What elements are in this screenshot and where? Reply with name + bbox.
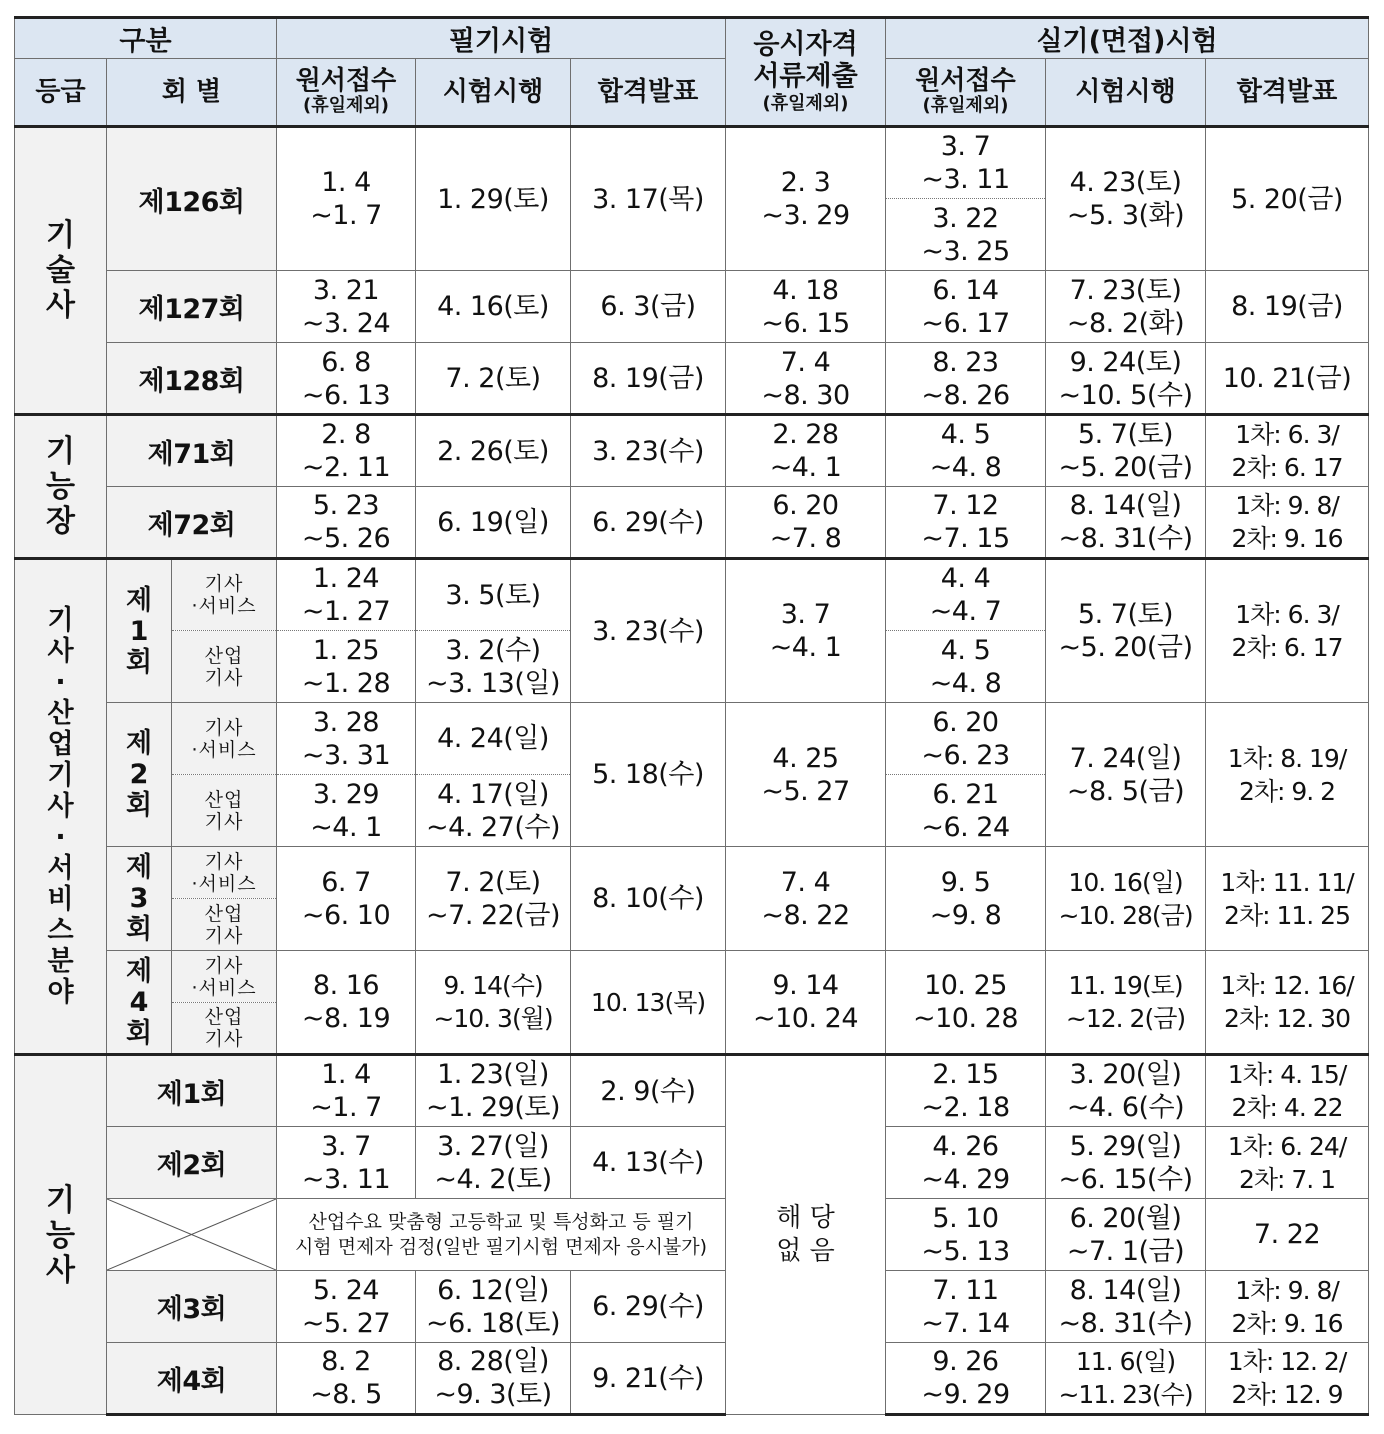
exam-cell: 4. 17(일) ~4. 27(수) — [416, 775, 571, 847]
table-row — [15, 1055, 1369, 1127]
p-exam-cell: 5. 7(토) ~5. 20(금) — [1046, 559, 1206, 703]
table-row — [15, 951, 1369, 1003]
header-written: 필기시험 — [277, 18, 726, 59]
exam-cell: 3. 27(일) ~4. 2(토) — [416, 1127, 571, 1199]
p-result-cell: 1차: 6. 3/ 2차: 6. 17 — [1206, 559, 1369, 703]
result-cell: 3. 17(목) — [571, 127, 726, 271]
qual-cell: 3. 7 ~4. 1 — [726, 559, 886, 703]
header-round: 회 별 — [107, 59, 277, 127]
grade-gisa: 기 사 · 산 업 기 사 · 서 비 스 분 야 — [15, 559, 107, 1055]
table-row — [15, 1271, 1369, 1343]
exam-cell: 1. 29(토) — [416, 127, 571, 271]
p-exam-cell: 9. 24(토) ~10. 5(수) — [1046, 343, 1206, 415]
exam-cell: 8. 28(일) ~9. 3(토) — [416, 1343, 571, 1415]
grade-ginungjang: 기 능 장 — [15, 415, 107, 559]
qual-cell: 7. 4 ~8. 30 — [726, 343, 886, 415]
qual-not-applicable: 해 당 없 음 — [726, 1055, 886, 1415]
apply-cell: 5. 23 ~5. 26 — [277, 487, 416, 559]
round-label: 제126회 — [107, 127, 277, 271]
header-result: 합격발표 — [571, 59, 726, 127]
table-row — [15, 1127, 1369, 1199]
exemption-note: 산업수요 맞춤형 고등학교 및 특성화고 등 필기 시험 면제자 검정(일반 필기시험 면제자 응시불가) — [277, 1199, 726, 1271]
exam-cell: 7. 2(토) ~7. 22(금) — [416, 847, 571, 951]
header-p-apply — [886, 59, 1046, 127]
result-cell: 2. 9(수) — [571, 1055, 726, 1127]
p-exam-cell: 5. 29(일) ~6. 15(수) — [1046, 1127, 1206, 1199]
p-apply-cell: 9. 26 ~9. 29 — [886, 1343, 1046, 1415]
exam-cell: 2. 26(토) — [416, 415, 571, 487]
header-exam: 시험시행 — [416, 59, 571, 127]
table-row — [15, 415, 1369, 487]
table-row — [15, 703, 1369, 775]
round-label: 제128회 — [107, 343, 277, 415]
qual-cell: 7. 4 ~8. 22 — [726, 847, 886, 951]
result-cell: 3. 23(수) — [571, 415, 726, 487]
p-apply-cell: 8. 23 ~8. 26 — [886, 343, 1046, 415]
table-row — [15, 847, 1369, 899]
p-exam-cell: 4. 23(토) ~5. 3(화) — [1046, 127, 1206, 271]
qual-cell: 2. 28 ~4. 1 — [726, 415, 886, 487]
apply-cell: 5. 24 ~5. 27 — [277, 1271, 416, 1343]
p-result-cell: 1차: 9. 8/ 2차: 9. 16 — [1206, 487, 1369, 559]
p-apply-cell: 6. 20 ~6. 23 — [886, 703, 1046, 775]
round-label: 제4회 — [107, 1343, 277, 1415]
header-gubun: 구분 — [15, 18, 277, 59]
header-p-apply-sub: (휴일제외) — [922, 95, 1009, 116]
table-row — [15, 487, 1369, 559]
apply-cell: 2. 8 ~2. 11 — [277, 415, 416, 487]
sub-type-gisa: 기사 ·서비스 — [172, 951, 277, 1003]
p-result-cell: 7. 22 — [1206, 1199, 1369, 1271]
round-label: 제72회 — [107, 487, 277, 559]
p-result-cell: 1차: 11. 11/ 2차: 11. 25 — [1206, 847, 1369, 951]
p-apply-cell: 4. 4 ~4. 7 — [886, 559, 1046, 631]
p-result-cell: 1차: 12. 2/ 2차: 12. 9 — [1206, 1343, 1369, 1415]
p-exam-cell: 11. 6(일) ~11. 23(수) — [1046, 1343, 1206, 1415]
p-apply-cell: 6. 14 ~6. 17 — [886, 271, 1046, 343]
exam-cell: 1. 23(일) ~1. 29(토) — [416, 1055, 571, 1127]
p-apply-cell: 5. 10 ~5. 13 — [886, 1199, 1046, 1271]
p-exam-cell: 6. 20(월) ~7. 1(금) — [1046, 1199, 1206, 1271]
exam-cell: 7. 2(토) — [416, 343, 571, 415]
p-apply-cell: 9. 5 ~9. 8 — [886, 847, 1046, 951]
exam-cell: 3. 2(수) ~3. 13(일) — [416, 631, 571, 703]
apply-cell: 3. 29 ~4. 1 — [277, 775, 416, 847]
header-apply — [277, 59, 416, 127]
p-result-cell: 5. 20(금) — [1206, 127, 1369, 271]
p-result-cell: 10. 21(금) — [1206, 343, 1369, 415]
p-exam-cell: 3. 20(일) ~4. 6(수) — [1046, 1055, 1206, 1127]
round-label: 제1회 — [107, 1055, 277, 1127]
result-cell: 8. 10(수) — [571, 847, 726, 951]
round-label: 제71회 — [107, 415, 277, 487]
round-label: 제127회 — [107, 271, 277, 343]
cross-lines — [107, 1199, 276, 1270]
result-cell: 5. 18(수) — [571, 703, 726, 847]
p-exam-cell: 11. 19(토) ~12. 2(금) — [1046, 951, 1206, 1055]
p-exam-cell: 8. 14(일) ~8. 31(수) — [1046, 1271, 1206, 1343]
p-exam-cell: 5. 7(토) ~5. 20(금) — [1046, 415, 1206, 487]
p-apply-cell: 3. 22 ~3. 25 — [886, 199, 1046, 271]
header-p-result: 합격발표 — [1206, 59, 1369, 127]
exam-cell: 6. 12(일) ~6. 18(토) — [416, 1271, 571, 1343]
empty-crossed-cell — [107, 1199, 277, 1271]
header-row-1 — [15, 18, 1369, 59]
exam-cell: 4. 24(일) — [416, 703, 571, 775]
round-label: 제 4 회 — [107, 951, 172, 1055]
result-cell: 8. 19(금) — [571, 343, 726, 415]
apply-cell: 1. 25 ~1. 28 — [277, 631, 416, 703]
round-label: 제3회 — [107, 1271, 277, 1343]
p-result-cell: 1차: 6. 3/ 2차: 6. 17 — [1206, 415, 1369, 487]
p-apply-cell: 7. 11 ~7. 14 — [886, 1271, 1046, 1343]
header-apply-main: 원서접수 — [295, 66, 397, 96]
p-apply-cell: 7. 12 ~7. 15 — [886, 487, 1046, 559]
qual-cell: 4. 18 ~6. 15 — [726, 271, 886, 343]
result-cell: 6. 29(수) — [571, 487, 726, 559]
p-result-cell: 1차: 6. 24/ 2차: 7. 1 — [1206, 1127, 1369, 1199]
exam-cell: 4. 16(토) — [416, 271, 571, 343]
apply-cell: 6. 8 ~6. 13 — [277, 343, 416, 415]
p-result-cell: 1차: 9. 8/ 2차: 9. 16 — [1206, 1271, 1369, 1343]
p-apply-cell: 4. 5 ~4. 8 — [886, 631, 1046, 703]
header-p-apply-main: 원서접수 — [915, 66, 1016, 96]
round-label: 제 3 회 — [107, 847, 172, 951]
table-row — [15, 1199, 1369, 1271]
p-apply-cell: 6. 21 ~6. 24 — [886, 775, 1046, 847]
apply-cell: 8. 2 ~8. 5 — [277, 1343, 416, 1415]
exam-cell: 9. 14(수) ~10. 3(월) — [416, 951, 571, 1055]
apply-cell: 3. 7 ~3. 11 — [277, 1127, 416, 1199]
p-result-cell: 1차: 12. 16/ 2차: 12. 30 — [1206, 951, 1369, 1055]
round-label: 제 2 회 — [107, 703, 172, 847]
apply-cell: 1. 4 ~1. 7 — [277, 1055, 416, 1127]
round-label: 제 1 회 — [107, 559, 172, 703]
apply-cell: 1. 4 ~1. 7 — [277, 127, 416, 271]
apply-cell: 3. 28 ~3. 31 — [277, 703, 416, 775]
sub-type-gisa: 기사 ·서비스 — [172, 847, 277, 899]
header-p-exam: 시험시행 — [1046, 59, 1206, 127]
header-grade: 등급 — [15, 59, 107, 127]
p-exam-cell: 10. 16(일) ~10. 28(금) — [1046, 847, 1206, 951]
p-result-cell: 1차: 4. 15/ 2차: 4. 22 — [1206, 1055, 1369, 1127]
sub-type-gisa: 기사 ·서비스 — [172, 703, 277, 775]
grade-gisulsa: 기 술 사 — [15, 127, 107, 415]
p-apply-cell: 10. 25 ~10. 28 — [886, 951, 1046, 1055]
header-qual-line2: 서류제출 — [753, 61, 858, 92]
result-cell: 9. 21(수) — [571, 1343, 726, 1415]
apply-cell: 1. 24 ~1. 27 — [277, 559, 416, 631]
sub-type-sanup: 산업 기사 — [172, 775, 277, 847]
table-row — [15, 271, 1369, 343]
table-row — [15, 1343, 1369, 1415]
header-practical: 실기(면접)시험 — [886, 18, 1369, 59]
qual-cell: 2. 3 ~3. 29 — [726, 127, 886, 271]
sub-type-sanup: 산업 기사 — [172, 631, 277, 703]
table-row — [15, 127, 1369, 199]
p-result-cell: 1차: 8. 19/ 2차: 9. 2 — [1206, 703, 1369, 847]
result-cell: 10. 13(목) — [571, 951, 726, 1055]
p-exam-cell: 7. 24(일) ~8. 5(금) — [1046, 703, 1206, 847]
qual-cell: 6. 20 ~7. 8 — [726, 487, 886, 559]
qual-cell: 4. 25 ~5. 27 — [726, 703, 886, 847]
header-qual-line1: 응시자격 — [753, 29, 858, 60]
p-apply-cell: 3. 7 ~3. 11 — [886, 127, 1046, 199]
header-qual-sub: (휴일제외) — [762, 93, 849, 114]
result-cell: 4. 13(수) — [571, 1127, 726, 1199]
sub-type-gisa: 기사 ·서비스 — [172, 559, 277, 631]
exam-cell: 3. 5(토) — [416, 559, 571, 631]
header-apply-sub: (휴일제외) — [303, 95, 390, 116]
table-row — [15, 343, 1369, 415]
p-result-cell: 8. 19(금) — [1206, 271, 1369, 343]
header-row-2 — [15, 59, 1369, 127]
p-apply-cell: 4. 5 ~4. 8 — [886, 415, 1046, 487]
round-label: 제2회 — [107, 1127, 277, 1199]
sub-type-sanup: 산업 기사 — [172, 899, 277, 951]
result-cell: 6. 29(수) — [571, 1271, 726, 1343]
table-row — [15, 559, 1369, 631]
exam-schedule-table — [14, 16, 1369, 1416]
sub-type-sanup: 산업 기사 — [172, 1003, 277, 1055]
p-exam-cell: 8. 14(일) ~8. 31(수) — [1046, 487, 1206, 559]
p-exam-cell: 7. 23(토) ~8. 2(화) — [1046, 271, 1206, 343]
header-qualification — [726, 18, 886, 127]
result-cell: 3. 23(수) — [571, 559, 726, 703]
apply-cell: 6. 7 ~6. 10 — [277, 847, 416, 951]
apply-cell: 3. 21 ~3. 24 — [277, 271, 416, 343]
result-cell: 6. 3(금) — [571, 271, 726, 343]
qual-cell: 9. 14 ~10. 24 — [726, 951, 886, 1055]
exam-cell: 6. 19(일) — [416, 487, 571, 559]
apply-cell: 8. 16 ~8. 19 — [277, 951, 416, 1055]
grade-ginungsa: 기 능 사 — [15, 1055, 107, 1415]
p-apply-cell: 2. 15 ~2. 18 — [886, 1055, 1046, 1127]
p-apply-cell: 4. 26 ~4. 29 — [886, 1127, 1046, 1199]
